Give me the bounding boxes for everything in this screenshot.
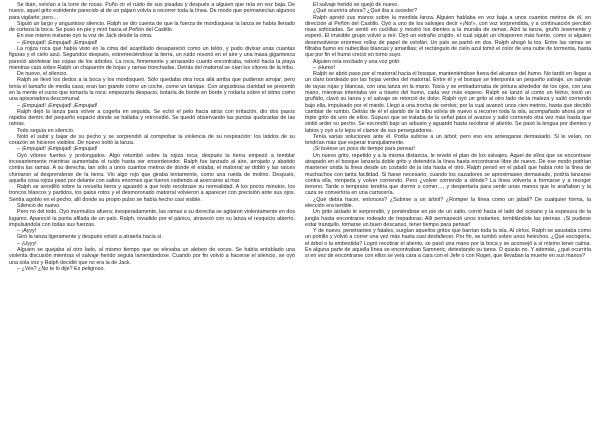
- paragraph: El salvaje herido se quejó de nuevo.: [313, 2, 399, 8]
- paragraph: – ¡Humo!: [313, 64, 335, 71]
- paragraph: Alguien reía excitado y una voz gritó:: [313, 58, 401, 65]
- paragraph: Giró la lanza ligeramente y después volvió a atraerla hacia sí.: [17, 234, 163, 241]
- paragraph: Tenía varias soluciones ante él. Podía subirse a un árbol; pero eso era arriesgarse demasiado. Si le veían, no tendrían más que esperar tranquilamente.: [305, 133, 591, 147]
- paragraph: Ralph se abrió paso por el matorral hacia el bosque, manteniéndose fuera del alcance del humo. No tardó en llegar a un claro bordeado por las hojas verdes del matorral. Entre él y el bosque se interponía un pequeño salvaje, un salvaje de rayas rojas y blancas, con una lanza en la mano. Tosía y se embadurnaba de pintura alrededor de los ojos, con una mano, mientras intentaba ver a través del humo, cada vez más espeso. Ralph se lanzó al como un felino, tosió un gruñido, clavó su lanza y el salvaje se retorció de dolor. Ralph oyó un grito al otro lado de la maleza y salió corriendo bajo ella, impulsado por el miedo. Llegó a una trocha de cerdos; por la cual avanzó unos cien metros, hasta que decidió cambiar de rumbo. Detrás de él el alarido de la tribu volvía de nuevo a recorrer toda la isla, acompañado ahora por el triple grito de uno de ellos. Supuso que se trataba de la señal para el avance y salió corriendo otra vez más hasta que sintió arder su pecho. Se escondió bajo un arbusto y aguardó hasta recobrar el aliento. Se pasó la lengua por dientes y labios y oyó a lo lejos el clamor de sus perseguidores.: [305, 71, 591, 134]
- paragraph: Ralph se arrodilló sobre la revuelta tierra y aguardó a que todo recobrase su normalidad. A los pocos minutos, los troncos blancos y partidos, los palos rotos y el desmoronado matorral volvieron a aparecer con precisión ante sus ojos. Sentía agobio en el pecho, allí donde su propio pulso se había hecho casi visible.: [9, 184, 295, 203]
- paragraph: Un grito aislado le sorprendió, y poniéndose en pie de un salto, corrió hacia el lado del océano y la espesura de la jungla hasta encontrarse rodeado de trepadoras. Allí permaneció unos instantes, temblándole las piernas. ¡Si pudiese estar tranquilo, tomarse un buen descanso, tener tiempo para pensar!: [305, 209, 591, 228]
- right-text-column: [305, 2, 591, 260]
- paragraph: Alguien se quejaba al otro lado, al mismo tiempo que se elevaba un alebeo de voces. Se había entablado una violenta discusión mientras el salvaje herido seguía lamentándose. Cuando por fin volvió a hacerse el silencio, se oyó una sola voz y Ralph decidió que no era la de Jack.: [9, 246, 295, 266]
- paragraph: – ¡Empujad! ¡Empujad! ¡Empujad!: [17, 39, 98, 46]
- paragraph: Siguió un largo y angustioso silencio. Ralph se dio cuenta de que la fuerza de mordisquear la lanza se había llenado de corteza la boca. Se puso en pie y miró hacia el Peñón del Castillo.: [9, 20, 295, 34]
- paragraph: Ralph se llevó los dedos a la boca y los mordisqueó. Sólo quedaba otra roca allá arriba que pudieran arrojar; pero tenía el tamaño de media casa; eran tan grande como un coche, como un tanque. Con angustiosa claridad se presentó en la mente el curso que tomaría la roca: empezaría despacio, botaría de borde en borde y rodaría sobre el istmo como una apisonadora descomunal.: [9, 77, 295, 103]
- paragraph: – ¡Empujad! ¡Empujad! ¡Empujad!: [17, 102, 98, 109]
- paragraph: Silencio de nuevo.: [17, 203, 61, 209]
- paragraph: La rojiza roca que había visto en la cima del acantilado desapareció como un telón, y pudo divisar unas cuantas figuras y el cielo azul. Segundos después, estremeciéndose la tierra, un ruido resonó en el aire y una masa gigantesca pareció abofetear las copas de los árboles. La roca, firmemente y arrasando cuanto encontraba, rebotó hacia la playa mientras caía sobre Ralph un chaparrón de hojas y ramas tronchadas. Detrás del matorral se oían los vítores de la tribu.: [9, 45, 295, 71]
- paragraph: – ¡Uyyy!: [17, 240, 37, 247]
- paragraph: De nuevo, el silencio.: [17, 71, 68, 78]
- paragraph: ¿Qué debía hacer, entonces? ¿Subirse a un árbol? ¿Romper la línea como un jabalí? De cualquier forma, la elección era terrible.: [305, 196, 591, 209]
- paragraph: Y de nuevo, penetrantes y fatales, surgían aquellos gritos que barrían toda la isla. Al oírlos, Ralph se asustaba como un potrillo y volvió a correr una vez más hasta casi desfallecer. Por fin, se tumbó sobre unos helechos. ¿Qué escogería, el árbol o la embestida? Logró recobrar el aliento, se pasó una mano por la boca y se aconsejó a sí mismo tener calma. En alguna parte de aquella línea se encontraban Samneric, detestando su tarea. O quizás no. Y además, ¿qué ocurriría si en vez de encontrarse con ellos se veía cara a cara con el Jefe o con Roger, que llevaban la muerte en sus manos?: [305, 228, 591, 260]
- paragraph: Pero no del todo. Oyó murmullos afuera; inesperadamente, las ramas a su derecha se agitaron violentamente en dos lugares. Apareció la punta afilada de un palo. Ralph, invadido por el pánico, atravesó con su lanza el resquicio abierto, impulsándola con todas sus fuerzas.: [9, 209, 295, 228]
- paragraph: Notó el subir y bajar de su pecho y se sorprendió al comprobar la violencia de su respiración: los latidos de su corazón se hicieron visibles. De nuevo soltó la lanza.: [9, 133, 295, 147]
- paragraph: Oyó vítores fuertes y prolongados. Algo retumbó sobre la rojiza roca; después la tierra empezó a temblar incesantemente mientras aumentaba el ruido hasta ser ensordecedor. Ralph fue lanzado al aire, arrojado y abatido contra las ramas. A su derecha, tan sólo a unos cuantos metros de donde él estaba, el matorral se dobló y las raíces chirriaron al desprenderse de la tierra. Vio algo rojo que giraba lentamente, como una rueda de molino. Después, aquella cosa rojiza pasó por delante con saltos enormes que fueron cediendo al acercarse al mar.: [9, 152, 295, 184]
- paragraph: En ese mismo instante oyó la voz de Jack desde la cima.: [17, 33, 153, 40]
- paragraph: Ralph dejó la lanza para volver a cogerla en seguida. Se echó el pelo hacia atrás con irritación, dio dos pasos rápidos dentro del pequeño espacio donde se hallaba y retrocedió. Se quedó observando las puntas quebradas de las ramas.: [9, 108, 295, 128]
- left-text-column: [9, 2, 295, 272]
- paragraph: Todo seguía en silencio.: [17, 127, 75, 134]
- paragraph: Se iban, volvían a la torre de rocas. Puño cir el ruido de sus pisadas y después a alguien que reía en voz baja. De nuevo, aquel grito estridente parecido al de un pájaro volvía a recorrer toda la línea. De modo que permanecían algunos para vigilarle; pero…: [9, 2, 295, 21]
- paragraph: Un nuevo grito, repetido y a la misma distancia, le reveló el plan de los salvajes. Aquel de ellos que se encontrase atrapado en el bosque lanzaría doble grito y detendría la línea hasta encontrarse libre de nuevo. De ese modo podrían mantener unida la línea desde un costado de la isla hasta el otro. Ralph pensó en el jabalí que había roto la línea de muchachos con tanta facilidad. Si fuese necesario, cuando los cazadores se aproximasen demasiado, podría lanzarse contra ella, romperla y volver corriendo. Pero ¿volver corriendo a dónde? La línea volvería a formarse y a recoger terreno. Tarde o temprano tendría que dormir o comer…, y despertaría para sentir unas manos que le arañaban y la caza se convertiría en una carnicería.: [305, 152, 591, 197]
- paragraph: – ¡Empujad! ¡Empujad! ¡Empujad!: [17, 146, 98, 153]
- paragraph: ¡Si tuviese un poco de tiempo para pensar!: [313, 146, 415, 153]
- paragraph: ¿Qué ocurriría ahora? ¿Qué iba a suceder?: [313, 8, 417, 15]
- paragraph: Ralph apretó sus manos sobre la mordida lanza. Alguien hablaba en voz baja a unos cuantos metros de él, en dirección al Peñón del Castillo. Oyó a uno de los salvajes decir «¡No!», con voz sorprendida, y a continuación percibió risas sofocadas. Se sentó en cuclillas y mostró los dientes a la muralla de ramas. Alzó la lanza, gruñó levemente y esperó. El invisible grupo volvió a reír. Oyó un extraño crujido, el cual siguió un chisporreo más fuerte, como si alguien desenvolviese enormes rollos de papel de celofán. Un palo se partió en dos. Ralph ahogó la tos. Entre las ramas se filtraba humo en nubecillas blancas y amarillas; el rectángulo de cielo azul tomó el color de una nube de tormenta, hasta que por fin el humo creció en torno suyo.: [305, 14, 591, 59]
- paragraph: – ¡Ayyy!: [17, 228, 37, 235]
- paragraph: – ¿Ves? ¿No te lo dije? Es peligroso.: [17, 265, 105, 272]
